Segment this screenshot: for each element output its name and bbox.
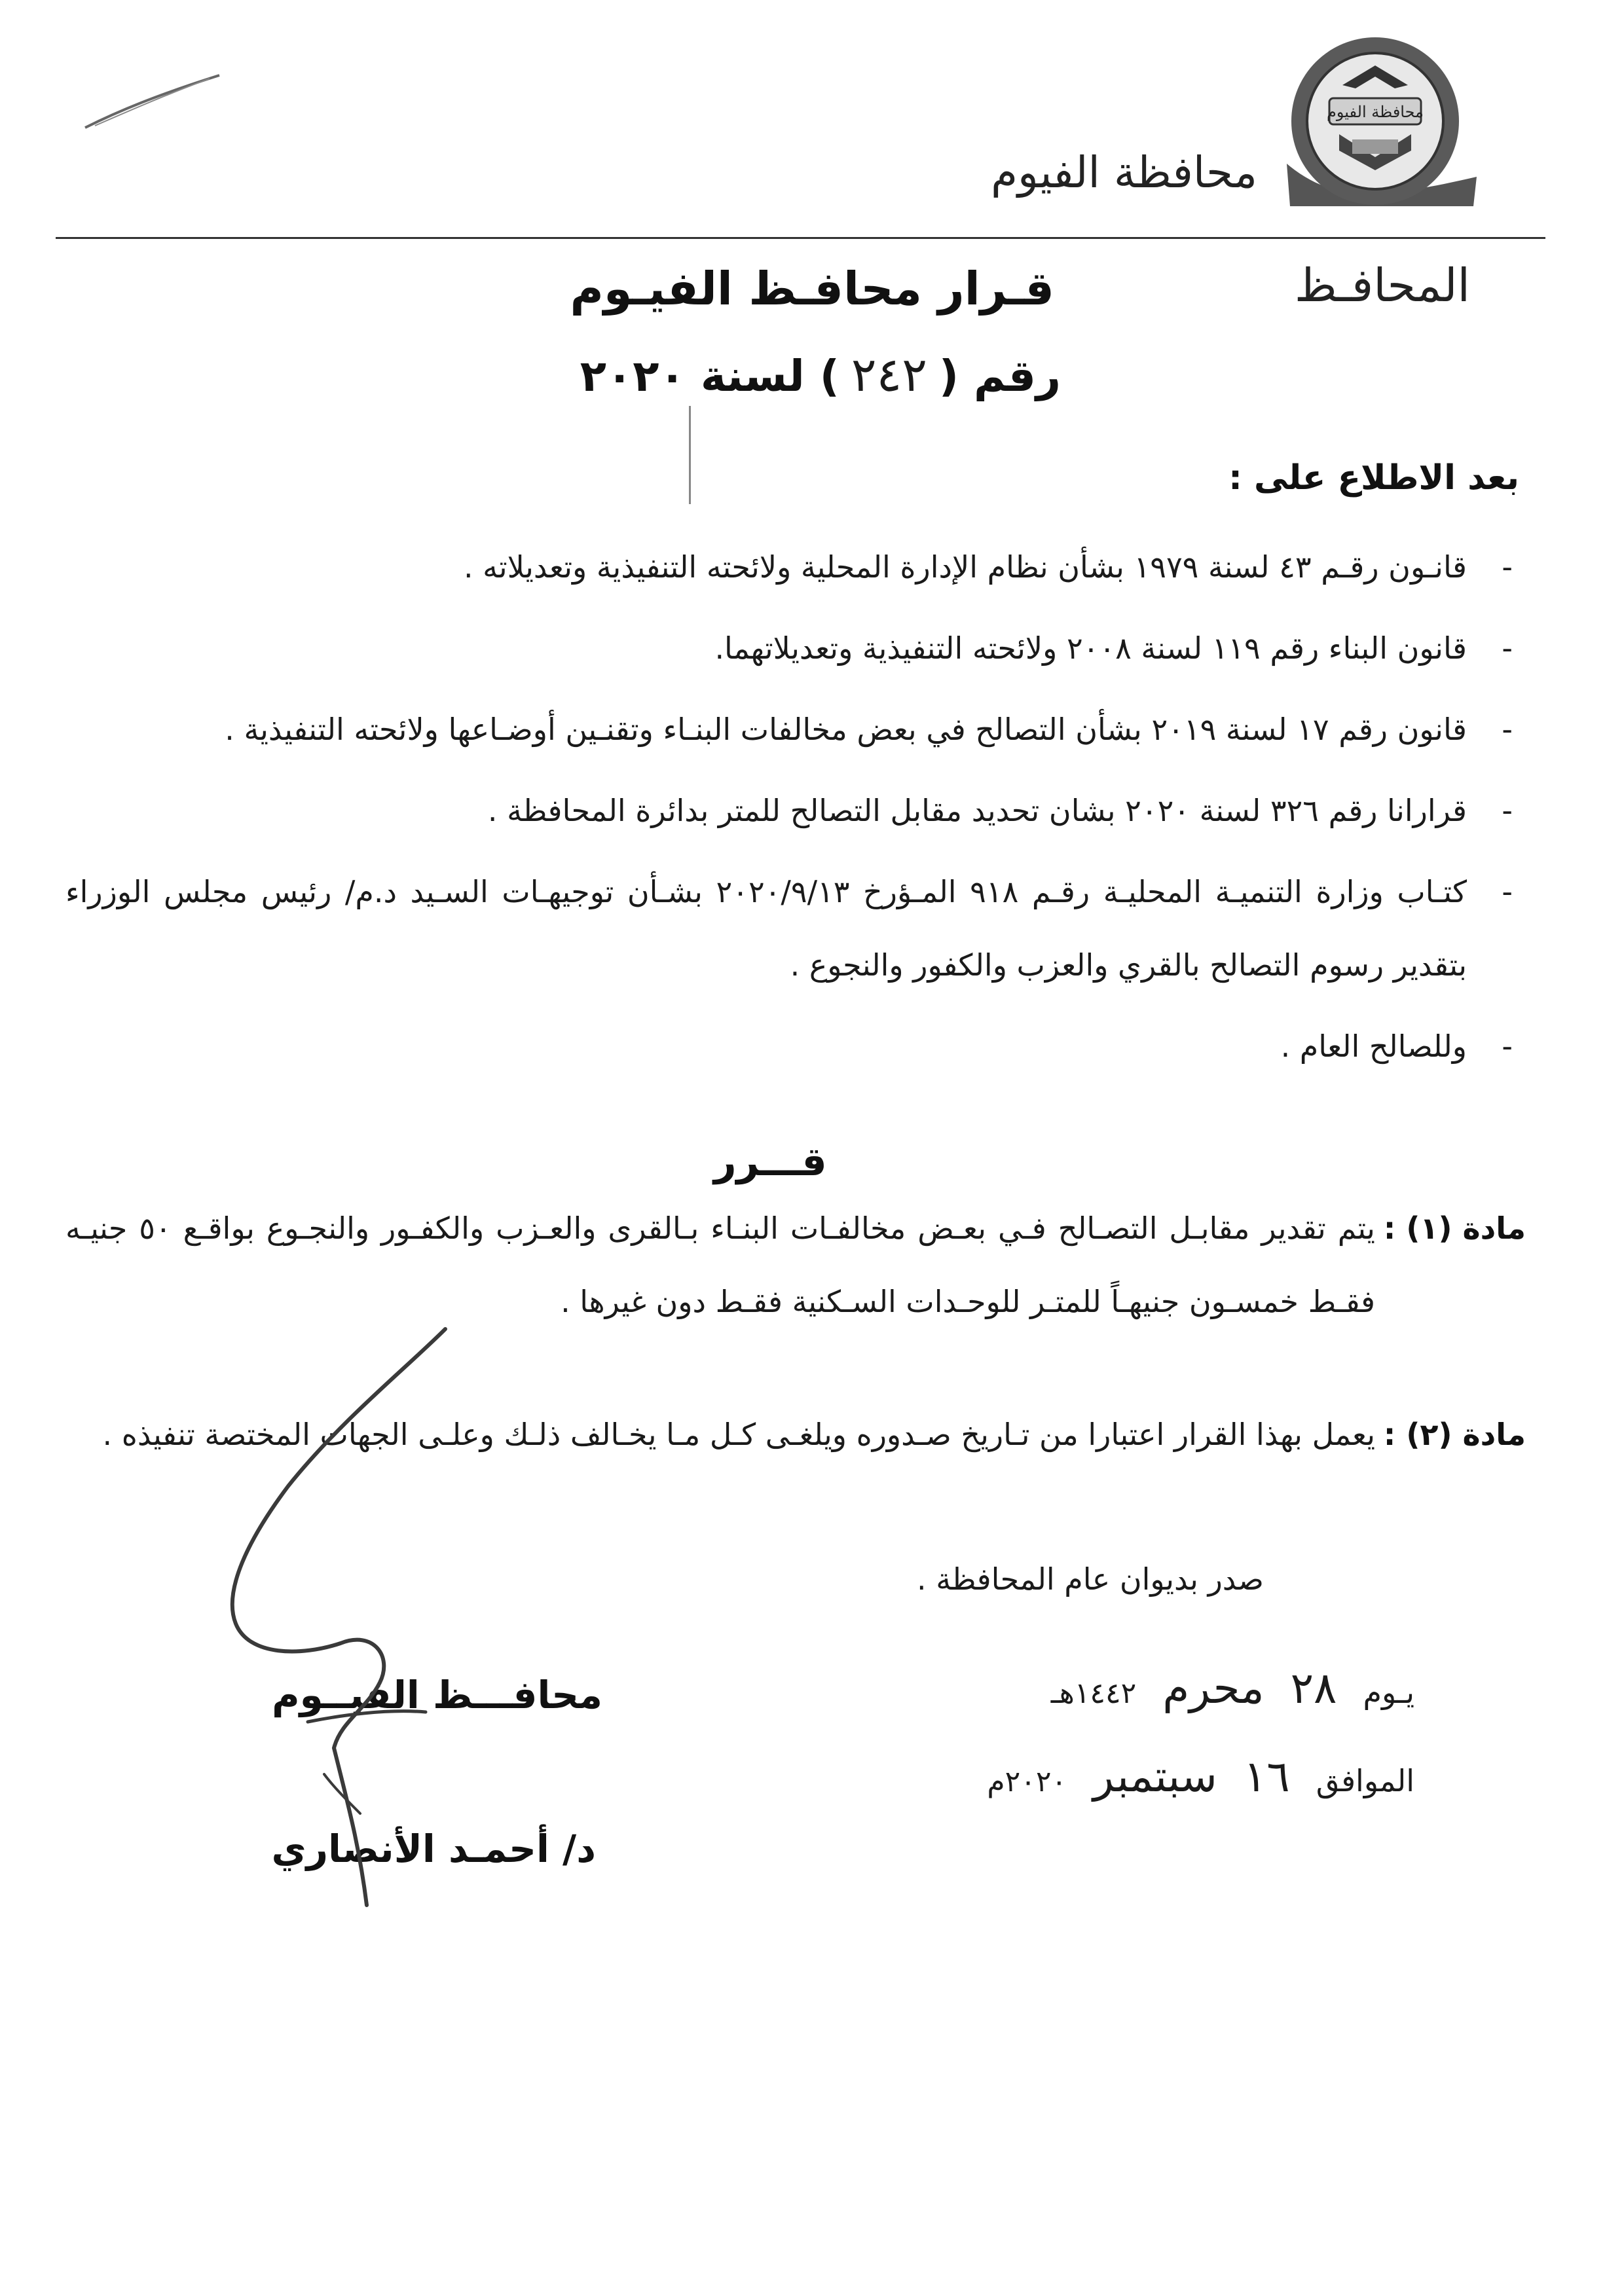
decree-number-handwritten: ٢٤٢	[851, 347, 927, 402]
gregorian-month: سبتمبر	[1093, 1751, 1217, 1802]
governorate-seal-icon	[1283, 29, 1480, 213]
fold-mark	[689, 406, 691, 504]
reference-item: - قانون البناء رقم ١١٩ لسنة ٢٠٠٨ ولائحته التنفيذية وتعديلاتهما.	[714, 630, 1513, 666]
hijri-date-row	[825, 1663, 1414, 1751]
issued-at: صدر بديوان عام المحافظة .	[916, 1561, 1264, 1597]
decree-number-prefix: رقم (	[938, 351, 1061, 401]
handwritten-signature-icon	[210, 1316, 471, 1925]
preamble-heading: بعد الاطلاع على :	[1228, 458, 1519, 498]
hijri-year: ١٤٤٢هـ	[1050, 1677, 1137, 1710]
header-divider	[56, 237, 1545, 239]
reference-text: وللصالح العام .	[1280, 1029, 1467, 1064]
hijri-day: ٢٨	[1290, 1663, 1337, 1713]
article-text: يتم تقدير مقابـل التصـالح فـي بعـض مخالفـات البنـاء بـالقرى والعـزب والكفـور والنجـوع بواقـع ٥٠ جنيـه فقـط خمسـون جنيهـاً للمتـر للوحـدات السـكنية فقـط دون غيرها .	[65, 1211, 1375, 1319]
office-label: المحافـظ	[1294, 259, 1470, 312]
seal-text: محافظة الفيوم	[1327, 103, 1424, 121]
reference-text: قرارانا رقم ٣٢٦ لسنة ٢٠٢٠ بشان تحديد مقابل التصالح للمتر بدائرة المحافظة .	[487, 793, 1467, 828]
gregorian-date-row	[825, 1751, 1414, 1840]
decree-number-suffix: ) لسنة ٢٠٢٠	[580, 351, 840, 401]
decision-heading: قـــرر	[714, 1139, 827, 1185]
reference-text: قانـون رقـم ٤٣ لسنة ١٩٧٩ بشأن نظام الإدارة المحلية ولائحته التنفيذية وتعديلاته .	[463, 549, 1467, 585]
article-label: مادة (١) :	[1383, 1211, 1526, 1246]
reference-item: - وللصالح العام .	[1280, 1029, 1513, 1064]
stray-pen-mark	[79, 65, 229, 137]
reference-item: - قانـون رقـم ٤٣ لسنة ١٩٧٩ بشأن نظام الإدارة المحلية ولائحته التنفيذية وتعديلاته .	[463, 549, 1513, 585]
governorate-name: محافظة الفيوم	[991, 147, 1257, 198]
date-block	[825, 1663, 1414, 1840]
references-list	[65, 530, 1513, 1083]
signatory-name: د/ أحمـد الأنصاري	[271, 1827, 596, 1871]
gregorian-label: الموافق	[1316, 1763, 1414, 1798]
reference-text: قانون رقم ١٧ لسنة ٢٠١٩ بشأن التصالح في بعض مخالفات البنـاء وتقنـين أوضـاعها ولائحته التنفيذية .	[225, 712, 1467, 747]
gregorian-day: ١٦	[1243, 1751, 1290, 1802]
reference-item: - قانون رقم ١٧ لسنة ٢٠١٩ بشأن التصالح في بعض مخالفات البنـاء وتقنـين أوضـاعها ولائحته التنفيذية .	[225, 712, 1513, 747]
signatory-title: محافـــظ الفيــوم	[272, 1673, 602, 1717]
gregorian-year: ٢٠٢٠م	[987, 1765, 1067, 1798]
reference-text: كتـاب وزارة التنميـة المحليـة رقـم ٩١٨ المـؤرخ ٢٠٢٠/٩/١٣ بشـأن توجيهـات السـيد د.م/ رئيس مجلس الوزراء بتقدير رسوم التصالح بالقري والعزب والكفور والنجوع .	[65, 874, 1467, 983]
article-label: مادة (٢) :	[1383, 1417, 1526, 1452]
reference-text: قانون البناء رقم ١١٩ لسنة ٢٠٠٨ ولائحته التنفيذية وتعديلاتهما.	[714, 630, 1467, 666]
hijri-month: محرم	[1162, 1663, 1264, 1713]
decree-number-line	[580, 347, 1061, 402]
reference-item: - كتـاب وزارة التنميـة المحليـة رقـم ٩١٨ المـؤرخ ٢٠٢٠/٩/١٣ بشـأن توجيهـات السـيد د.م/ رئيس مجلس الوزراء بتقدير رسوم التصالح بالقري والعزب والكفور والنجوع .	[65, 874, 1513, 983]
decree-title: قـرار محافـظ الفيـوم	[570, 262, 1054, 316]
reference-item: - قرارانا رقم ٣٢٦ لسنة ٢٠٢٠ بشان تحديد مقابل التصالح للمتر بدائرة المحافظة .	[487, 793, 1513, 828]
hijri-label: يـوم	[1363, 1675, 1414, 1710]
article-text: يعمل بهذا القرار اعتبارا من تـاريخ صـدوره ويلغـى كـل مـا يخـالف ذلـك وعلـى الجهات المختصة تنفيذه .	[102, 1417, 1375, 1452]
